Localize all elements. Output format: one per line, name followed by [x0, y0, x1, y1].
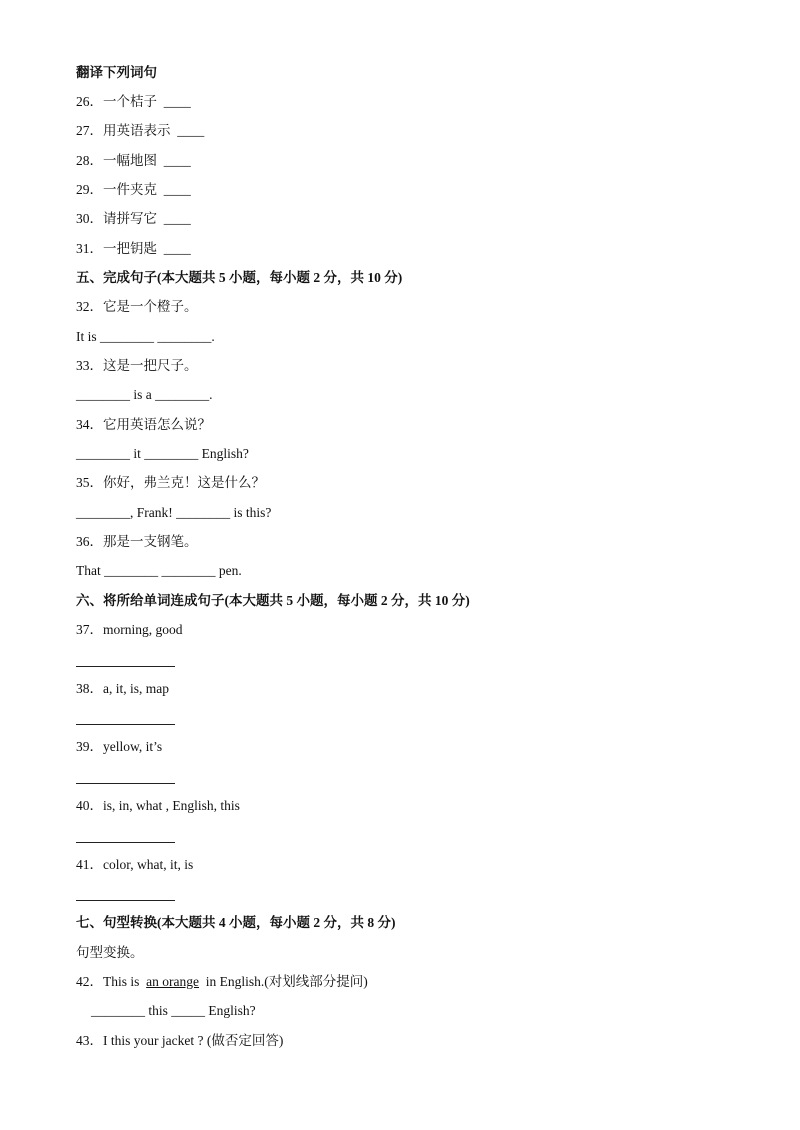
question-31: 31．一把钥匙 ____ [76, 241, 191, 256]
answer-42: ________ this _____ English? [91, 1003, 256, 1018]
answer-blank-37 [76, 666, 175, 667]
answer-33: ________ is a ________. [76, 387, 213, 402]
question-35: 35．你好，弗兰克！这是什么？ [76, 475, 265, 490]
question-42-suffix: in English.(对划线部分提问) [199, 974, 368, 989]
question-42-prefix: 42．This is [76, 974, 147, 989]
question-42 [76, 973, 368, 991]
question-40: 40．is, in, what , English, this [76, 798, 240, 813]
section-instruction-seven: 句型变换。 [76, 945, 144, 960]
answer-36: That ________ ________ pen. [76, 563, 242, 578]
answer-32: It is ________ ________. [76, 329, 215, 344]
question-30: 30．请拼写它 ____ [76, 211, 191, 226]
question-39: 39．yellow, it’s [76, 739, 163, 754]
question-36: 36．那是一支钢笔。 [76, 534, 198, 549]
answer-35: ________, Frank! ________ is this? [76, 505, 272, 520]
answer-blank-38 [76, 724, 175, 725]
question-42-underlined: an orange [146, 974, 199, 989]
question-27: 27．用英语表示 ____ [76, 123, 205, 138]
question-41: 41．color, what, it, is [76, 857, 194, 872]
answer-blank-39 [76, 783, 175, 784]
section-heading-seven: 七、句型转换(本大题共 4 小题，每小题 2 分，共 8 分) [76, 915, 396, 930]
question-43: 43．I this your jacket ? (做否定回答) [76, 1033, 284, 1048]
question-37: 37．morning, good [76, 622, 183, 637]
answer-blank-40 [76, 842, 175, 843]
question-26: 26．一个桔子 ____ [76, 94, 191, 109]
answer-blank-41 [76, 900, 175, 901]
question-34: 34．它用英语怎么说？ [76, 417, 211, 432]
section-heading-translate: 翻译下列词句 [76, 65, 157, 80]
section-heading-five: 五、完成句子(本大题共 5 小题，每小题 2 分，共 10 分) [76, 270, 403, 285]
question-28: 28．一幅地图 ____ [76, 153, 191, 168]
question-32: 32．它是一个橙子。 [76, 299, 198, 314]
question-29: 29．一件夹克 ____ [76, 182, 191, 197]
section-heading-six: 六、将所给单词连成句子(本大题共 5 小题，每小题 2 分，共 10 分) [76, 593, 470, 608]
question-38: 38．a, it, is, map [76, 681, 169, 696]
question-33: 33．这是一把尺子。 [76, 358, 198, 373]
answer-34: ________ it ________ English? [76, 446, 249, 461]
